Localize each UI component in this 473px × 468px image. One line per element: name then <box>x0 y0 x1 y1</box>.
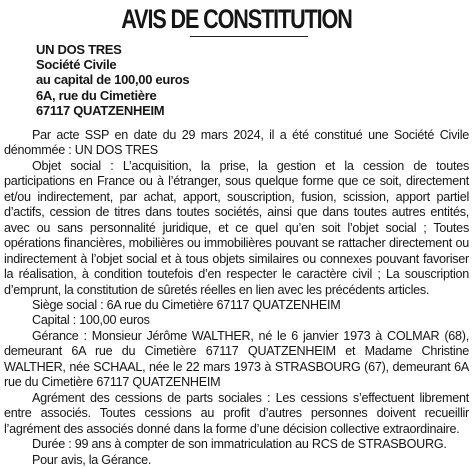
paragraph-duration: Durée : 99 ans à compter de son immatriculation au RCS de STRASBOURG. <box>32 437 447 452</box>
company-capital: au capital de 100,00 euros <box>36 72 190 88</box>
notice-body <box>4 128 469 468</box>
company-street: 6A, rue du Cimetière <box>36 87 157 103</box>
paragraph-constitution: Par acte SSP en date du 29 mars 2024, il a été constitué une Société Civile dénommée : UN DOS TRES <box>4 128 469 158</box>
paragraph-object: Objet social : L’acquisition, la prise, la gestion et la cession de toutes participations en France ou à l’étranger, sous quelque forme que ce soit, directement et/ou indirectement, par achat, apport, souscription, fusion, scission, apport partiel d’actifs, cession de titres dans toutes sociétés, ainsi que dans toutes autres entités, avec ou sans personnalité juridique, et ce quel qu’en soit l’objet social ; Toutes opérations financières, mobilières ou immobilières pouvant se rattacher directement ou indirectement à l’objet social et à tous objets similaires ou connexes pouvant favoriser la réalisation, à condition toutefois d’en respecter le caractère civil ; La souscription d’emprunt, la constitution de sûretés réelles en lien avec les précédents articles. <box>4 158 469 297</box>
title-underline <box>190 36 308 37</box>
company-city: 67117 QUATZENHEIM <box>36 102 165 118</box>
company-form: Société Civile <box>36 57 117 73</box>
paragraph-capital: Capital : 100,00 euros <box>32 313 150 328</box>
notice-title: AVIS DE CONSTITUTION <box>121 4 352 34</box>
paragraph-management: Gérance : Monsieur Jérôme WALTHER, né le 6 janvier 1973 à COLMAR (68), demeurant 6A rue du Cimetière 67117 QUATZENHEIM et Madame Christine WALTHER, née SCHAAL, née le 22 mars 1973 à STRASBOURG (67), demeurant 6A rue du Cimetière 67117 QUATZENHEIM <box>4 328 469 390</box>
paragraph-share-transfer: Agrément des cessions de parts sociales : Les cessions s’effectuent librement entre associés. Toutes cessions au profit d’autres personnes doivent recueillir l’agrément des associés donné dans la forme d’une décision collective extraordinaire. <box>4 390 469 436</box>
paragraph-seat: Siège social : 6A rue du Cimetière 67117 QUATZENHEIM <box>32 297 341 312</box>
company-name: UN DOS TRES <box>36 42 122 57</box>
paragraph-closing: Pour avis, la Gérance. <box>32 452 152 467</box>
company-header <box>36 42 189 118</box>
